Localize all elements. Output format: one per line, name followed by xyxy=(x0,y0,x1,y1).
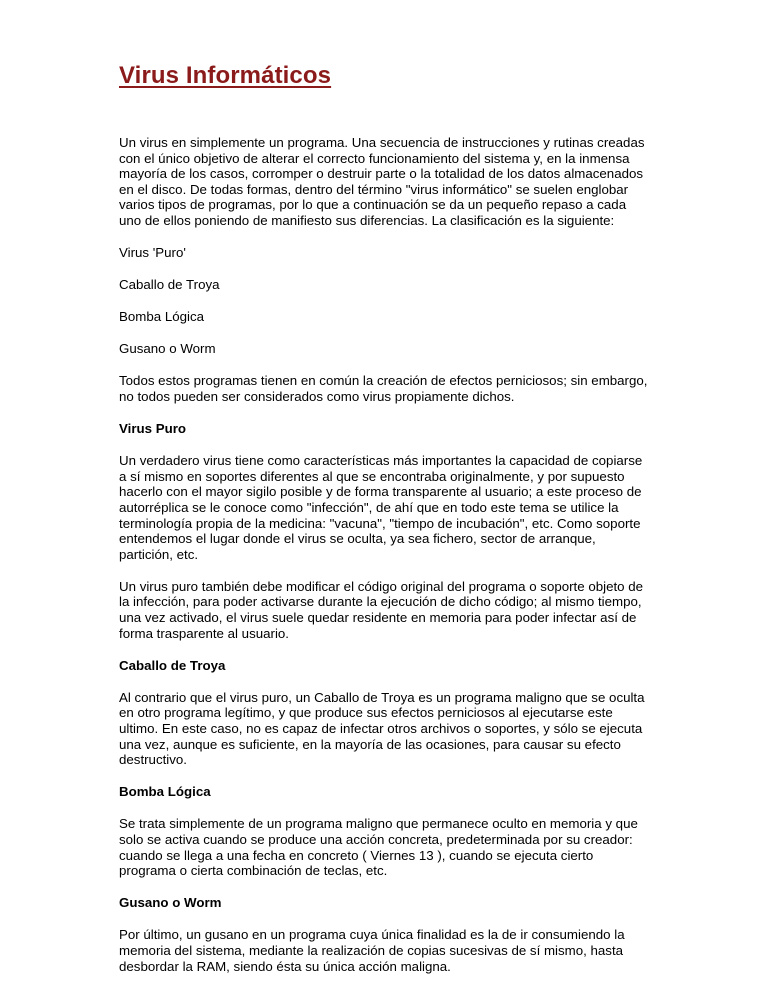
section-heading-caballo-de-troya: Caballo de Troya xyxy=(119,657,226,673)
intro-paragraph: Un virus en simplemente un programa. Una secuencia de instrucciones y rutinas creadas con el único objetivo de alterar el correcto funcionamiento del sistema y, en la inmensa mayoría de los casos, corromper o destruir parte o la totalidad de los datos almacenados en el disco. De todas formas, dentro del término "virus informático" se suelen englobar varios tipos de programas, por lo que a continuación se da un pequeño repaso a cada uno de ellos poniendo de manifiesto sus diferencias. La clasificación es la siguiente: xyxy=(119,135,645,228)
type-list-item-gusano: Gusano o Worm xyxy=(119,341,216,357)
type-list-item-virus-puro: Virus 'Puro' xyxy=(119,245,186,261)
section-paragraph-virus-puro-1: Un verdadero virus tiene como características más importantes la capacidad de copiarse a sí mismo en soportes diferentes al que se encontraba originalmente, y por supuesto hacerlo con el mayor sigilo posible y de forma transparente al usuario; a este proceso de autorréplica se le conoce como "infección", de ahí que en todo este tema se utilice la terminología propia de la medicina: "vacuna", "tiempo de incubación", etc. Como soporte entendemos el lugar donde el virus se oculta, ya sea fichero, sector de arranque, partición, etc. xyxy=(119,453,643,562)
section-paragraph-bomba-logica: Se trata simplemente de un programa maligno que permanece oculto en memoria y que solo se activa cuando se produce una acción concreta, predeterminada por su creador: cuando se llega a una fecha en concreto ( Viernes 13 ), cuando se ejecuta cierto programa o cierta combinación de teclas, etc. xyxy=(119,816,638,879)
section-paragraph-virus-puro-2: Un virus puro también debe modificar el código original del programa o soporte objeto de la infección, para poder activarse durante la ejecución de dicho código; al mismo tiempo, una vez activado, el virus suele quedar residente en memoria para poder infectar así de forma trasparente al usuario. xyxy=(119,578,644,641)
section-paragraph-gusano: Por último, un gusano en un programa cuya única finalidad es la de ir consumiendo la memoria del sistema, mediante la realización de copias sucesivas de sí mismo, hasta desbordar la RAM, siendo ésta su única acción maligna. xyxy=(119,927,625,974)
section-heading-virus-puro: Virus Puro xyxy=(119,421,186,437)
section-paragraph-caballo-de-troya: Al contrario que el virus puro, un Caballo de Troya es un programa maligno que se oculta en otro programa legítimo, y que produce sus efectos perniciosos al ejecutarse este ultimo. En este caso, no es capaz de infectar otros archivos o soportes, y sólo se ejecuta una vez, aunque es suficiente, en la mayoría de las ocasiones, para causar su efecto destructivo. xyxy=(119,689,645,768)
section-heading-gusano: Gusano o Worm xyxy=(119,895,222,911)
document-title: Virus Informáticos xyxy=(119,62,332,89)
document-page xyxy=(119,60,649,991)
type-list-item-caballo-de-troya: Caballo de Troya xyxy=(119,277,220,293)
section-heading-bomba-logica: Bomba Lógica xyxy=(119,784,211,800)
summary-paragraph: Todos estos programas tienen en común la creación de efectos perniciosos; sin embargo, no todos pueden ser considerados como virus propiamente dichos. xyxy=(119,373,648,405)
type-list-item-bomba-logica: Bomba Lógica xyxy=(119,309,205,325)
